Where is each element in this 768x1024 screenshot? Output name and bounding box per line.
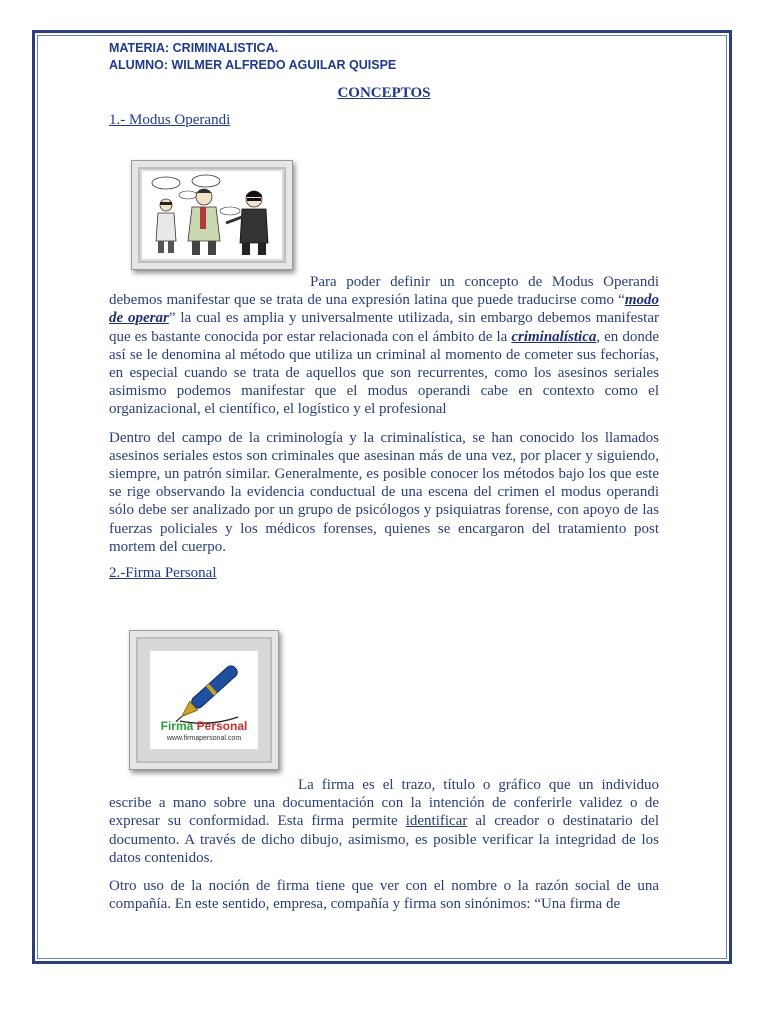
- document-content: [109, 40, 659, 129]
- logo-word-firma: Firma: [160, 719, 194, 733]
- page-title: CONCEPTOS: [337, 85, 431, 101]
- section2-paragraph-2: Otro uso de la noción de firma tiene que ver con el nombre o la razón social de una compañía. En este sentido, empresa, compañía y firma son sinónimos: “Una firma de: [109, 878, 659, 913]
- keyword-criminalistica[interactable]: criminalística: [511, 328, 597, 345]
- logo-word-personal: Personal: [196, 719, 248, 733]
- section1-paragraph-2: Dentro del campo de la criminología y la criminalística, se han conocido los llamados asesinos seriales estos son criminales que asesinan más de una vez, por placer y siguiendo, siempre, un patrón similar. Generalmente, es posible conocer los métodos bajo los que este se rige observando la evidencia conductual de una escena del crimen el modus operandi sólo debe ser analizado por un grupo de psicólogos y psiquiatras forense, con apoyo de las fuerzas policiales y los médicos forenses, quienes se encargaron del tratamiento post mortem del cuerpo.: [109, 429, 659, 555]
- keyword-modo-de-operar[interactable]: modo de operar: [109, 292, 659, 327]
- link-identificar[interactable]: identificar: [405, 813, 468, 830]
- modus-operandi-image-frame: [131, 160, 293, 270]
- s2p1-text-a: La firma es el trazo, título o gráfico que un individuo escribe a mano sobre una documentación con la intención de conferirle validez o de expresar su conformidad. Esta firma permite: [109, 777, 659, 830]
- section1-heading: 1.- Modus Operandi: [109, 112, 231, 128]
- header-materia: MATERIA: CRIMINALISTICA.: [109, 41, 279, 55]
- section1-paragraph-1: [109, 273, 659, 419]
- cartoon-criminals-illustration: [142, 171, 282, 259]
- p1-text-a: Para poder definir un concepto de Modus Operandi debemos manifestar que se trata de una expresión latina que puede traducirse como “: [109, 274, 659, 309]
- section2-heading: 2.-Firma Personal: [109, 565, 217, 582]
- header-alumno: ALUMNO: WILMER ALFREDO AGUILAR QUISPE: [109, 58, 397, 72]
- firma-personal-image-frame: [129, 630, 279, 770]
- p1-text-b: ” la cual es amplia y universalmente utilizada, sin embargo debemos manifestar que es bastante conocida por estar relacionada con el ámbito de la: [109, 310, 659, 345]
- firma-personal-logo-url: www.firmapersonal.com: [166, 735, 242, 742]
- p1-text-c: , en donde así se le denomina al método que utiliza un criminal al momento de cometer sus fechorías, en especial cuando se trata de aquellos que son recurrentes, como los asesinos seriales asimismo podemos manifestar que el modus operandi cabe en contexto como el organizacional, el científico, el logístico y el profesional: [109, 328, 659, 418]
- section2-paragraph-1: [109, 776, 659, 867]
- firma-personal-logo-text: [150, 719, 258, 733]
- s2p1-text-b: al creador o destinatario del documento. A través de dicho dibujo, asimismo, es posible verificar la integridad de los datos contenidos.: [109, 813, 659, 866]
